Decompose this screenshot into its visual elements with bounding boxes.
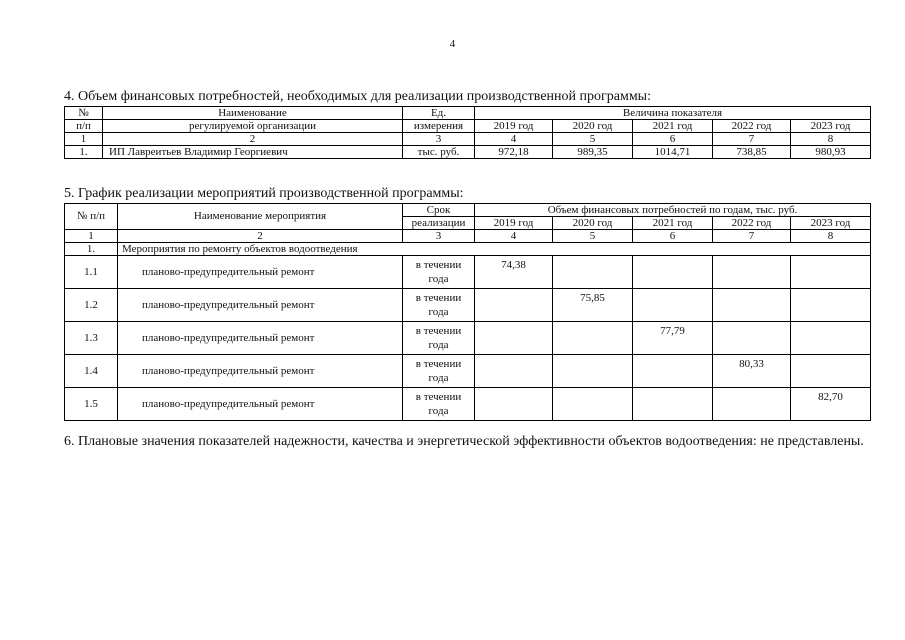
event-term: в течении года [403,388,475,421]
event-name: планово-предупредительный ремонт [118,322,403,355]
value-cell [713,256,791,289]
value-cell [791,355,871,388]
col-number: 7 [713,230,791,243]
value-cell: 980,93 [791,146,871,159]
event-name: планово-предупредительный ремонт [118,289,403,322]
header-year: 2023 год [791,217,871,230]
header-year: 2021 год [633,120,713,133]
event-name: планово-предупредительный ремонт [118,256,403,289]
event-term: в течении года [403,355,475,388]
value-cell [633,388,713,421]
column-number-row [65,133,871,146]
col-number: 3 [403,230,475,243]
row-num: 1.5 [65,388,118,421]
unit: тыс. руб. [403,146,475,159]
value-cell [553,355,633,388]
events-schedule-table [64,203,871,421]
section-row [65,243,871,256]
financial-needs-table [64,106,871,159]
header-year: 2021 год [633,217,713,230]
table-row [65,256,871,289]
header-unit: Ед. [403,107,475,120]
header-group: Объем финансовых потребностей по годам, тыс. руб. [475,204,871,217]
value-cell [713,322,791,355]
col-number: 2 [118,230,403,243]
col-number: 2 [103,133,403,146]
header-org-2: регулируемой организации [103,120,403,133]
value-cell: 80,33 [713,355,791,388]
col-number: 8 [791,230,871,243]
header-event: Наименование мероприятия [118,204,403,230]
col-number: 1 [65,230,118,243]
value-cell [791,289,871,322]
table-row [65,146,871,159]
value-cell: 972,18 [475,146,553,159]
value-cell [553,388,633,421]
row-num: 1.4 [65,355,118,388]
col-number: 6 [633,230,713,243]
section-5-title: 5. График реализации мероприятий производственной программы: [64,186,464,201]
row-num: 1.3 [65,322,118,355]
value-cell [633,355,713,388]
col-number: 4 [475,133,553,146]
col-number: 6 [633,133,713,146]
value-cell [633,289,713,322]
organization-name: ИП Лавреитьев Владимир Георгиевич [103,146,403,159]
section-label: Мероприятия по ремонту объектов водоотведения [118,243,871,256]
row-num: 1.1 [65,256,118,289]
header-num: № [65,107,103,120]
row-num: 1.2 [65,289,118,322]
value-cell [713,289,791,322]
table-header-row [65,204,871,217]
header-org: Наименование [103,107,403,120]
value-cell: 989,35 [553,146,633,159]
header-year: 2020 год [553,120,633,133]
event-name: планово-предупредительный ремонт [118,355,403,388]
section-4-title: 4. Объем финансовых потребностей, необходимых для реализации производственной программы: [64,89,651,104]
value-cell: 1014,71 [633,146,713,159]
value-cell [553,322,633,355]
col-number: 5 [553,133,633,146]
value-cell: 75,85 [553,289,633,322]
header-year: 2020 год [553,217,633,230]
header-num: № п/п [65,204,118,230]
value-cell [791,322,871,355]
header-year: 2019 год [475,120,553,133]
col-number: 5 [553,230,633,243]
col-number: 1 [65,133,103,146]
table-row [65,355,871,388]
value-cell [791,256,871,289]
column-number-row [65,230,871,243]
event-term: в течении года [403,322,475,355]
section-num: 1. [65,243,118,256]
header-num-2: п/п [65,120,103,133]
value-cell [633,256,713,289]
col-number: 4 [475,230,553,243]
col-number: 8 [791,133,871,146]
value-cell [475,289,553,322]
section-6-text: 6. Плановые значения показателей надежности, качества и энергетической эффективности объектов водоотведения: не представлены. [64,434,864,449]
page-number: 4 [449,38,456,50]
table-header-row [65,120,871,133]
header-term: Срок [403,204,475,217]
header-term-2: реализации [403,217,475,230]
value-cell: 82,70 [791,388,871,421]
value-cell [475,388,553,421]
table-row [65,289,871,322]
table-row [65,322,871,355]
col-number: 3 [403,133,475,146]
row-num: 1. [65,146,103,159]
value-cell: 74,38 [475,256,553,289]
value-cell [553,256,633,289]
value-cell: 738,85 [713,146,791,159]
event-term: в течении года [403,256,475,289]
table-header-row [65,107,871,120]
header-year: 2023 год [791,120,871,133]
value-cell [475,322,553,355]
event-name: планово-предупредительный ремонт [118,388,403,421]
event-term: в течении года [403,289,475,322]
header-unit-2: измерения [403,120,475,133]
header-year: 2022 год [713,120,791,133]
value-cell [713,388,791,421]
header-year: 2019 год [475,217,553,230]
table-row [65,388,871,421]
header-group: Величина показателя [475,107,871,120]
value-cell [475,355,553,388]
col-number: 7 [713,133,791,146]
value-cell: 77,79 [633,322,713,355]
header-year: 2022 год [713,217,791,230]
